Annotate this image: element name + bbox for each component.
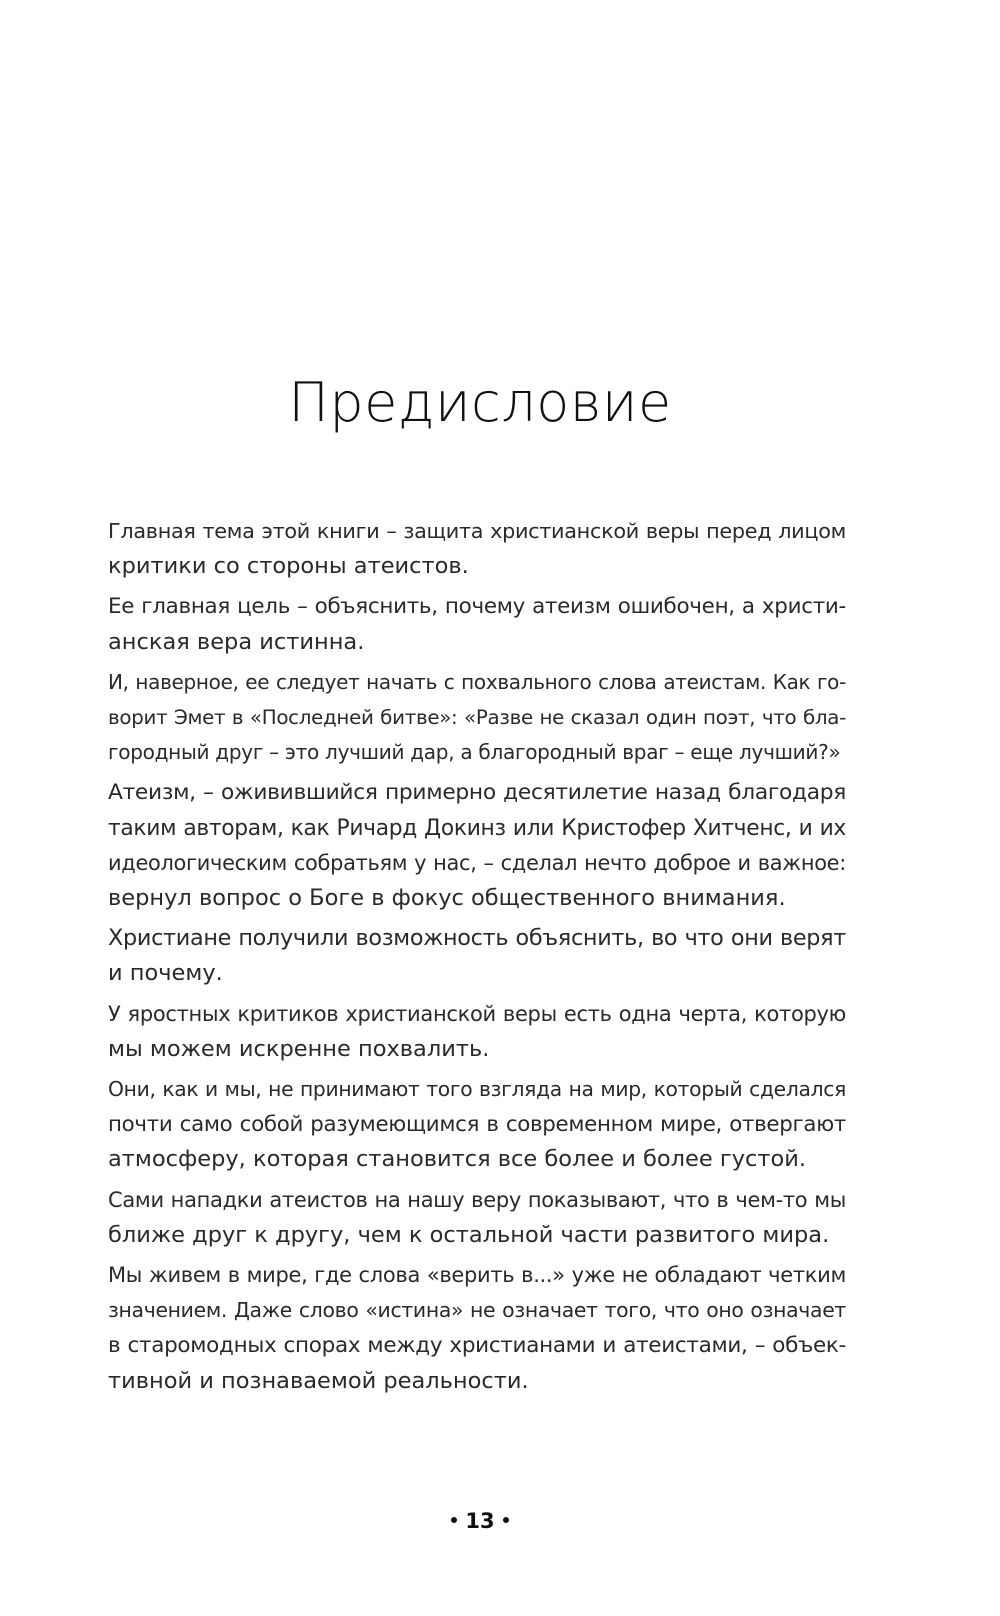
text-line: идеологическим собратьям у нас, – сделал нечто доброе и важное: [108, 850, 846, 875]
text-line: значением. Даже слово «истина» не означает того, что оно означает [108, 1298, 846, 1323]
paragraph [108, 921, 846, 991]
paragraph [108, 1258, 846, 1399]
text-line: в старомодных спорах между христианами и атеистами, – объек- [108, 1333, 846, 1359]
text-line: и почему. [108, 960, 223, 987]
text-line: ворит Эмет в «Последней битве»: «Разве не сказал один поэт, что бла- [108, 706, 846, 730]
text-line: И, наверное, ее следует начать с похвального слова атеистам. Как го- [108, 669, 846, 694]
text-line: тивной и познаваемой реальности. [108, 1367, 529, 1394]
text-line: вернул вопрос о Боге в фокус общественного внимания. [108, 885, 786, 912]
page-footer [0, 1508, 1000, 1534]
text-line: городный друг – это лучший дар, а благородный враг – еще лучший?» [108, 740, 841, 765]
text-line: мы можем искренне похвалить. [108, 1035, 490, 1062]
bullet-icon [451, 1517, 457, 1523]
text-line: анская вера истинна. [108, 628, 365, 655]
text-line: таким авторам, как Ричард Докинз или Кристофер Хитченс, и их [108, 815, 846, 841]
body-text [108, 514, 846, 1404]
text-line: атмосферу, которая становится все более и более густой. [108, 1146, 807, 1173]
text-line: Мы живем в мире, где слова «верить в...» уже не обладают четким [108, 1263, 846, 1288]
chapter-title [0, 370, 1000, 436]
text-line: Христиане получили возможность объяснить, во что они верят [108, 925, 846, 952]
paragraph [108, 665, 846, 771]
bullet-icon [503, 1517, 509, 1523]
paragraph [108, 997, 846, 1067]
chapter-title-text: Предисловие [288, 371, 672, 434]
page-number-group [443, 1508, 516, 1534]
paragraph [108, 775, 846, 916]
text-line: Они, как и мы, не принимают того взгляда на мир, который сделался [108, 1077, 846, 1102]
paragraph [108, 1072, 846, 1178]
page-number: 13 [465, 1509, 495, 1533]
paragraph [108, 514, 846, 584]
text-line: критики со стороны атеистов. [108, 553, 469, 580]
paragraph [108, 589, 846, 659]
text-line: ближе друг к другу, чем к остальной части развитого мира. [108, 1221, 830, 1248]
text-line: Сами нападки атеистов на нашу веру показывают, что в чем-то мы [108, 1187, 846, 1212]
text-line: почти само собой разумеющимся в современном мире, отвергают [108, 1112, 846, 1138]
text-line: Атеизм, – оживившийся примерно десятилетие назад благодаря [108, 780, 846, 806]
text-line: У яростных критиков христианской веры есть одна черта, которую [108, 1001, 846, 1026]
text-line: Главная тема этой книги – защита христианской веры перед лицом [108, 519, 846, 543]
paragraph [108, 1183, 846, 1253]
text-line: Ее главная цель – объяснить, почему атеизм ошибочен, а христи- [108, 594, 846, 620]
